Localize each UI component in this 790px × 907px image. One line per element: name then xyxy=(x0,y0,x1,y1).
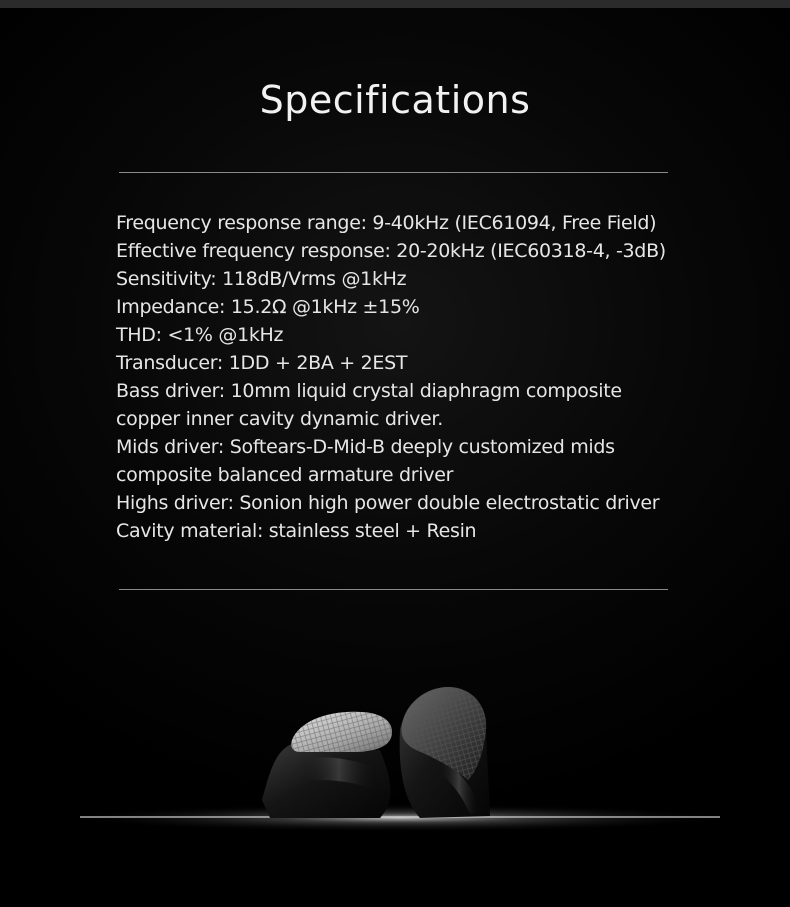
spec-line: Impedance: 15.2Ω @1kHz ±15% xyxy=(116,296,420,318)
spec-list xyxy=(116,209,716,545)
spec-line: Effective frequency response: 20-20kHz (IEC60318-4, -3dB) xyxy=(116,240,666,262)
spec-line: composite balanced armature driver xyxy=(116,464,454,486)
spec-line: Cavity material: stainless steel + Resin xyxy=(116,520,477,542)
spec-line: THD: <1% @1kHz xyxy=(116,324,284,346)
spec-line: Transducer: 1DD + 2BA + 2EST xyxy=(116,352,408,374)
divider-bottom xyxy=(119,589,668,590)
top-strip xyxy=(0,0,790,8)
spec-line: Highs driver: Sonion high power double electrostatic driver xyxy=(116,492,660,514)
earphones-image xyxy=(0,620,790,907)
divider-top xyxy=(119,172,668,173)
spec-line: copper inner cavity dynamic driver. xyxy=(116,408,443,430)
page-title: Specifications xyxy=(259,78,531,122)
spec-line: Mids driver: Softears-D-Mid-B deeply customized mids xyxy=(116,436,615,458)
spec-line: Frequency response range: 9-40kHz (IEC61094, Free Field) xyxy=(116,212,657,234)
spec-line: Sensitivity: 118dB/Vrms @1kHz xyxy=(116,268,407,290)
spec-line: Bass driver: 10mm liquid crystal diaphragm composite xyxy=(116,380,622,402)
